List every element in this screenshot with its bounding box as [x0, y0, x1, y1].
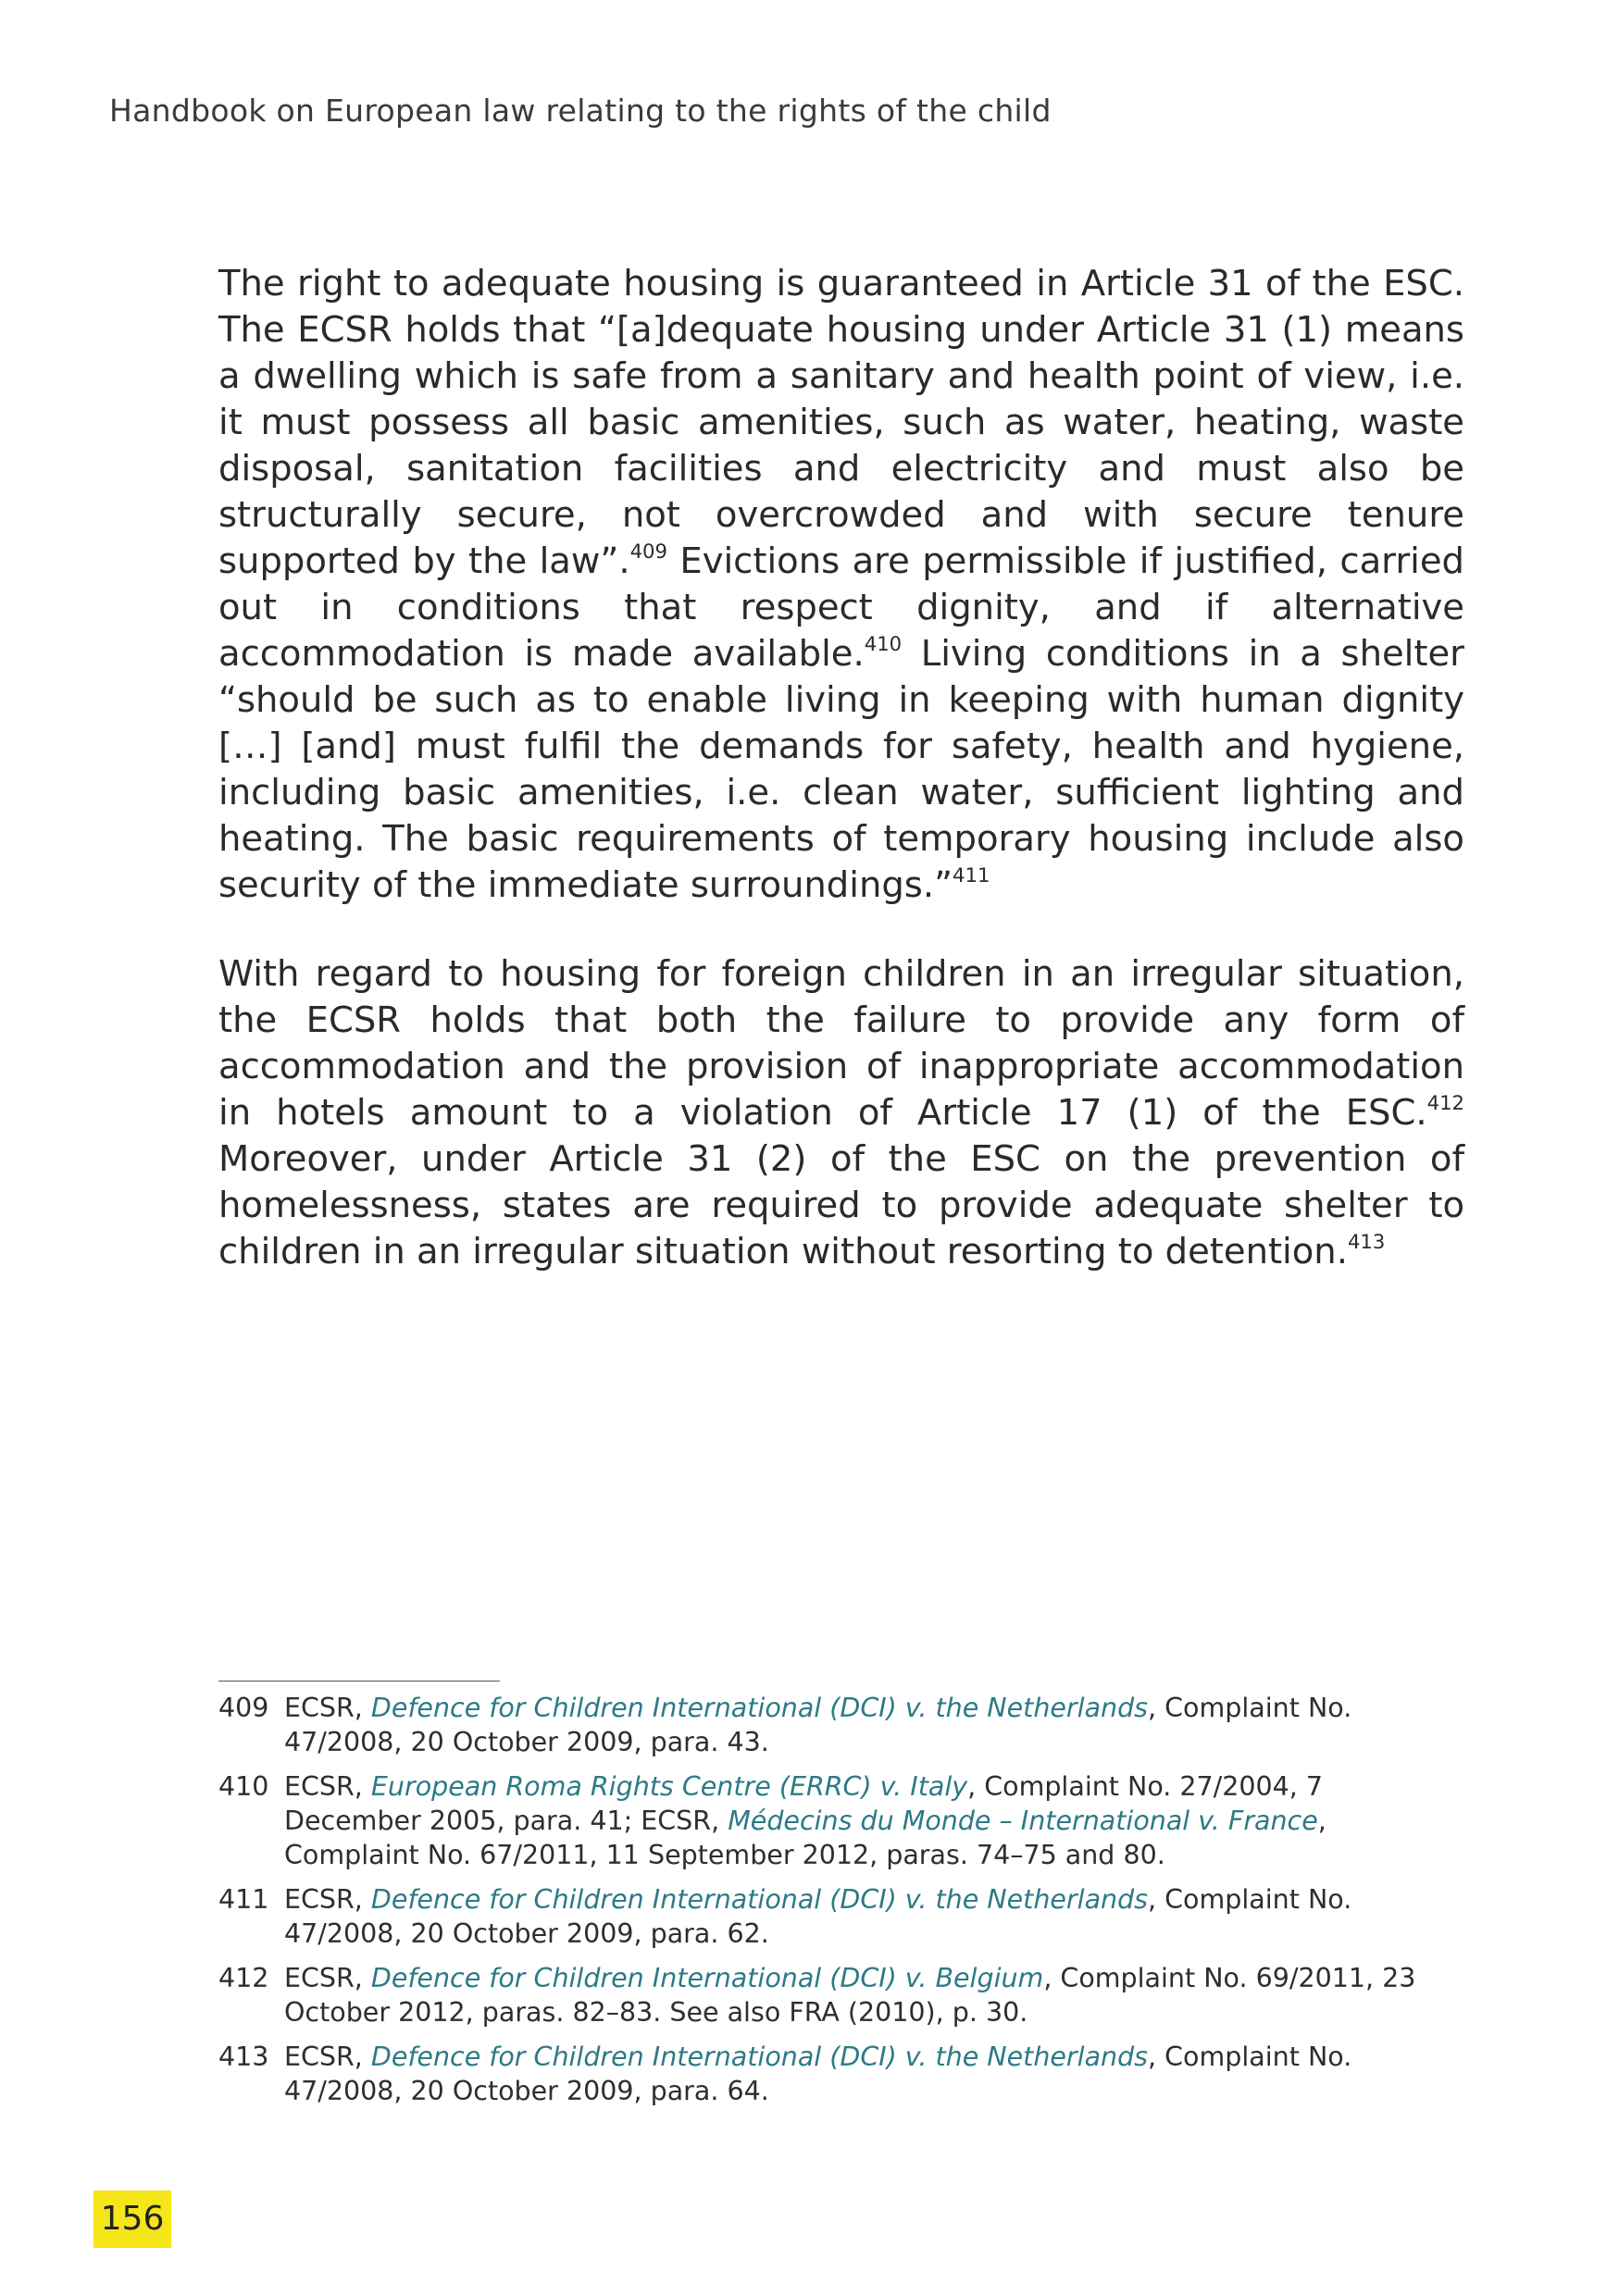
- footnote-ref-412[interactable]: 412: [1426, 1091, 1464, 1115]
- footnote-ref-413[interactable]: 413: [1347, 1230, 1386, 1254]
- paragraph-text: With regard to housing for foreign children in an irregular situation, the ECSR holds that both the failure to provide any form of accommodation and the provision of inappropriate accommodation in hotels amount to a violation of Article 17 (1) of the ESC.: [218, 953, 1464, 1134]
- footnote-412: [218, 1961, 1459, 2029]
- footnote-text: [284, 1882, 1459, 1951]
- footnote-text: [284, 1769, 1459, 1872]
- case-link[interactable]: Defence for Children International (DCI) v. the Netherlands: [370, 1884, 1149, 1915]
- footnotes: [218, 1691, 1459, 2118]
- footnote-413: [218, 2040, 1459, 2108]
- page-number-badge: 156: [93, 2191, 171, 2248]
- case-link[interactable]: Defence for Children International (DCI) v. Belgium: [370, 1963, 1044, 1993]
- footnote-prefix: ECSR,: [284, 2042, 371, 2072]
- footnote-number: 409: [218, 1693, 269, 1723]
- footnote-prefix: ECSR,: [284, 1771, 371, 1802]
- footnote-ref-411[interactable]: 411: [953, 863, 990, 887]
- footnote-number: 411: [218, 1884, 269, 1915]
- footnote-number: 410: [218, 1771, 269, 1802]
- paragraph-text: Living conditions in a shelter “should be such as to enable living in keeping with human dignity […] [and] must fulfil the demands for safety, health and hygiene, including basic amenities, i.e. clean water, sufficient lighting and heating. The basic requirements of temporary housing include also security of the immediate surroundings.”: [218, 633, 1464, 906]
- footnote-prefix: ECSR,: [284, 1963, 371, 1993]
- paragraph-housing-rights: [218, 261, 1464, 909]
- paragraph-text: Moreover, under Article 31 (2) of the ESC on the prevention of homelessness, states are required to provide adequate shelter to children in an irregular situation without resorting to detention.: [218, 1138, 1464, 1272]
- footnote-number: 413: [218, 2042, 269, 2072]
- footnote-number: 412: [218, 1963, 269, 1993]
- footnote-citation: , Complaint No. 27/2004, 7 December 2005, para. 41; ECSR,: [284, 1771, 1324, 1836]
- case-link[interactable]: Defence for Children International (DCI) v. the Netherlands: [370, 1693, 1149, 1723]
- footnote-prefix: ECSR,: [284, 1693, 371, 1723]
- footnote-ref-409[interactable]: 409: [629, 540, 667, 564]
- footnote-text: [284, 2040, 1459, 2108]
- case-link[interactable]: Médecins du Monde – International v. France: [728, 1806, 1318, 1836]
- case-link[interactable]: Defence for Children International (DCI) v. the Netherlands: [370, 2042, 1149, 2072]
- footnote-citation: , Complaint No. 47/2008, 20 October 2009, para. 62.: [284, 1884, 1352, 1949]
- footnote-citation: , Complaint No. 47/2008, 20 October 2009, para. 64.: [284, 2042, 1352, 2106]
- footnote-separator: [218, 1681, 500, 1682]
- footnote-citation: , Complaint No. 47/2008, 20 October 2009, para. 43.: [284, 1693, 1352, 1757]
- footnote-411: [218, 1882, 1459, 1951]
- footnote-410: [218, 1769, 1459, 1872]
- paragraph-text: Evictions are permissible if justified, carried out in conditions that respect dignity, and if alternative accommodation is made available.: [218, 540, 1464, 675]
- main-text: [218, 261, 1464, 1318]
- footnote-text: [284, 1691, 1459, 1759]
- footnote-409: [218, 1691, 1459, 1759]
- paragraph-foreign-children: [218, 951, 1464, 1275]
- footnote-citation: , Complaint No. 69/2011, 23 October 2012, paras. 82–83. See also FRA (2010), p. 30.: [284, 1963, 1416, 2028]
- running-header: Handbook on European law relating to the rights of the child: [109, 93, 1052, 129]
- case-link[interactable]: European Roma Rights Centre (ERRC) v. Italy: [370, 1771, 968, 1802]
- footnote-ref-410[interactable]: 410: [864, 632, 903, 656]
- footnote-text: [284, 1961, 1459, 2029]
- footnote-citation: , Complaint No. 67/2011, 11 September 2012, paras. 74–75 and 80.: [284, 1806, 1326, 1870]
- footnote-prefix: ECSR,: [284, 1884, 371, 1915]
- paragraph-text: The right to adequate housing is guaranteed in Article 31 of the ESC. The ECSR holds that “[a]dequate housing under Article 31 (1) means a dwelling which is safe from a sanitary and health point of view, i.e. it must possess all basic amenities, such as water, heating, waste disposal, sanitation facilities and electricity and must also be structurally secure, not overcrowded and with secure tenure supported by the law”.: [218, 263, 1464, 582]
